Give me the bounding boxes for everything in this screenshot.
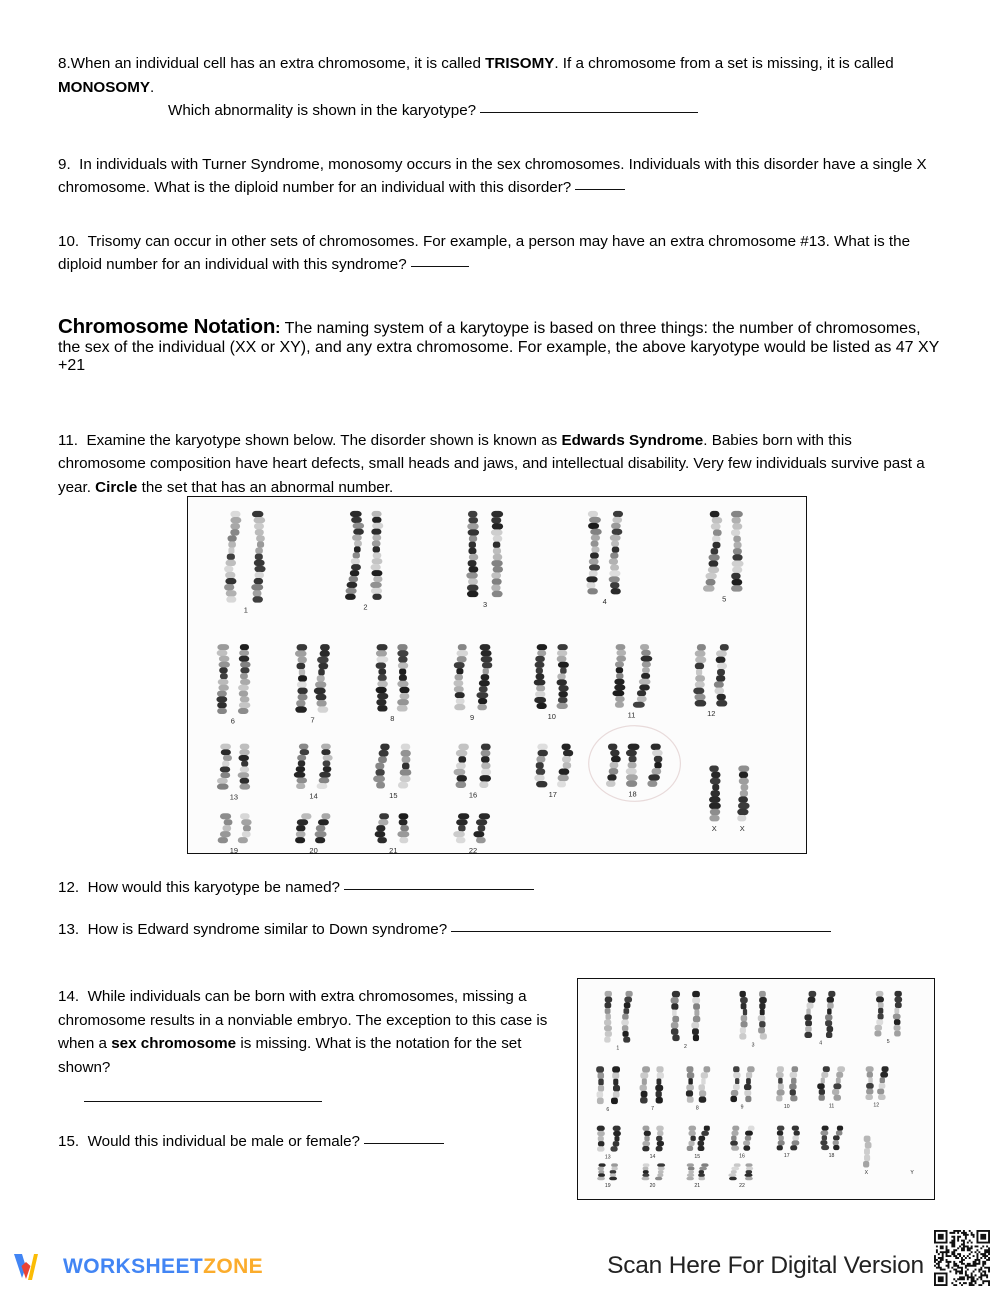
- svg-text:20: 20: [649, 1183, 656, 1190]
- question-8-number: 8.: [58, 55, 71, 72]
- question-9-text: [58, 153, 942, 200]
- svg-text:15: 15: [389, 791, 398, 801]
- question-15-body: Would this individual be male or female?: [87, 1133, 360, 1150]
- svg-text:14: 14: [649, 1154, 656, 1161]
- svg-text:10: 10: [547, 711, 556, 721]
- svg-text:7: 7: [310, 715, 315, 725]
- svg-text:17: 17: [548, 790, 557, 800]
- svg-text:19: 19: [229, 846, 239, 853]
- question-15-text: [58, 1130, 558, 1154]
- question-15-number: 15.: [58, 1133, 80, 1150]
- question-14-text: [58, 985, 558, 1079]
- svg-text:X: X: [739, 824, 745, 834]
- karyotype-sex-svg: [578, 979, 934, 1199]
- qr-code-icon[interactable]: [934, 1230, 990, 1286]
- question-12-text: [58, 876, 942, 900]
- page-footer: [0, 1224, 1000, 1294]
- question-14-text-a: While individuals can be born with extra chromosomes, missing a chromosome results in a nonviable embryo. The exception to this case is when a: [58, 988, 548, 1052]
- question-13-number: 13.: [58, 920, 80, 938]
- question-11: [58, 429, 942, 500]
- svg-text:21: 21: [389, 846, 398, 853]
- svg-text:12: 12: [707, 709, 716, 719]
- svg-text:8: 8: [390, 714, 395, 724]
- logo-text: [63, 1255, 263, 1279]
- question-13-body: How is Edward syndrome similar to Down syndrome?: [87, 920, 448, 938]
- svg-text:Y: Y: [910, 1170, 914, 1177]
- karyotype-sex-canvas: [578, 979, 934, 1199]
- question-12-answer-blank[interactable]: [344, 876, 534, 890]
- logo-text-worksheet: WORKSHEET: [63, 1255, 204, 1278]
- question-10-answer-blank[interactable]: [411, 253, 469, 267]
- karyotype-main-svg: [188, 497, 806, 853]
- scan-qr-block[interactable]: [607, 1230, 990, 1286]
- question-8-text-b: . If a chromosome from a set is missing, it is called: [554, 55, 894, 72]
- questions-14-15-container: [58, 985, 558, 1154]
- svg-text:5: 5: [886, 1039, 890, 1046]
- question-11-bold-circle: Circle: [95, 478, 138, 496]
- question-10-text: [58, 230, 942, 277]
- question-8-subprompt: Which abnormality is shown in the karyotype?: [168, 102, 477, 119]
- question-8-answer-blank[interactable]: [480, 99, 698, 113]
- svg-text:11: 11: [828, 1103, 835, 1110]
- question-11-text-a: Examine the karyotype shown below. The disorder shown is known as: [86, 431, 562, 449]
- svg-text:1: 1: [616, 1045, 620, 1052]
- question-11-text-c: the set that has an abnormal number.: [137, 478, 394, 496]
- questions-container: [58, 52, 942, 499]
- question-11-number: 11.: [58, 431, 78, 449]
- question-14-bold-sex-chromosome: sex chromosome: [111, 1035, 237, 1052]
- question-9-body: In individuals with Turner Syndrome, monosomy occurs in the sex chromosomes. Individuals with this disorder have a single X chromosome. What is the diploid number for an individual with this disorder?: [58, 155, 927, 196]
- svg-text:X: X: [864, 1170, 869, 1177]
- svg-text:8: 8: [695, 1105, 699, 1112]
- question-8-subprompt-line: [168, 99, 942, 123]
- question-9-answer-blank[interactable]: [575, 176, 625, 190]
- svg-text:16: 16: [739, 1153, 745, 1160]
- svg-text:3: 3: [751, 1042, 755, 1049]
- chromosome-notation-section: [58, 315, 942, 375]
- question-11-bold-edwards: Edwards Syndrome: [561, 431, 704, 449]
- logo-text-zone: ZONE: [203, 1255, 264, 1278]
- svg-text:2: 2: [683, 1043, 687, 1050]
- svg-text:13: 13: [604, 1154, 611, 1161]
- worksheet-zone-logo[interactable]: [12, 1250, 263, 1284]
- chromosome-notation-colon: :: [275, 319, 281, 337]
- question-13-text: [58, 918, 942, 942]
- w-logo-icon: [12, 1250, 54, 1284]
- question-9: [58, 153, 942, 200]
- svg-text:12: 12: [873, 1102, 880, 1109]
- svg-text:20: 20: [309, 846, 318, 853]
- chromosome-notation-heading: Chromosome Notation: [58, 314, 276, 338]
- svg-text:18: 18: [828, 1152, 835, 1159]
- svg-text:17: 17: [783, 1153, 790, 1160]
- svg-text:21: 21: [694, 1183, 701, 1190]
- svg-text:2: 2: [363, 602, 368, 612]
- question-12-body: How would this karyotype be named?: [87, 879, 340, 896]
- question-8: [58, 52, 942, 123]
- question-10: [58, 230, 942, 277]
- scan-here-label: Scan Here For Digital Version: [607, 1252, 924, 1279]
- svg-text:22: 22: [739, 1183, 745, 1190]
- question-8-text-c: .: [149, 78, 155, 96]
- question-8-text: [58, 52, 942, 99]
- svg-text:10: 10: [783, 1104, 790, 1111]
- svg-text:6: 6: [606, 1106, 610, 1113]
- svg-text:1: 1: [243, 605, 248, 615]
- svg-text:4: 4: [819, 1040, 823, 1047]
- svg-text:X: X: [711, 824, 717, 834]
- svg-text:6: 6: [230, 716, 235, 726]
- svg-text:13: 13: [229, 792, 239, 802]
- question-10-number: 10.: [58, 232, 80, 250]
- karyotype-main-canvas: [188, 497, 806, 853]
- questions-12-13-container: [58, 876, 942, 941]
- svg-text:11: 11: [627, 710, 636, 720]
- question-11-text: [58, 429, 942, 500]
- svg-text:19: 19: [604, 1183, 611, 1190]
- question-14-text-b: is missing. What is the notation for the set shown?: [58, 1035, 522, 1076]
- question-8-bold-monosomy: MONOSOMY: [58, 78, 150, 96]
- question-15-answer-blank[interactable]: [364, 1130, 444, 1144]
- question-8-bold-trisomy: TRISOMY: [485, 55, 555, 72]
- svg-text:14: 14: [309, 791, 318, 801]
- karyotype-sex-figure: [577, 978, 935, 1200]
- question-14-number: 14.: [58, 988, 80, 1005]
- question-9-number: 9.: [58, 155, 71, 173]
- karyotype-main-figure: [187, 496, 807, 854]
- question-13-answer-blank[interactable]: [451, 917, 831, 931]
- svg-text:9: 9: [740, 1104, 744, 1111]
- svg-text:15: 15: [694, 1153, 701, 1160]
- svg-text:16: 16: [468, 790, 478, 800]
- question-10-body: Trisomy can occur in other sets of chromosomes. For example, a person may have an extra chromosome #13. What is the diploid number for an individual with this syndrome?: [58, 232, 911, 273]
- svg-text:5: 5: [722, 594, 727, 604]
- svg-text:18: 18: [628, 789, 637, 799]
- svg-text:3: 3: [482, 599, 488, 609]
- chromosome-notation-body: The naming system of a karytoype is based on three things: the number of chromosomes, the sex of the individual (XX or XY), and any extra chromosome. For example, the above karyotype would be listed as 47 XY +21: [58, 319, 940, 374]
- question-12-number: 12.: [58, 879, 80, 896]
- svg-text:4: 4: [602, 597, 607, 607]
- question-8-text-a: When an individual cell has an extra chromosome, it is called: [70, 55, 486, 72]
- svg-text:22: 22: [468, 846, 478, 853]
- svg-text:7: 7: [651, 1106, 655, 1113]
- svg-text:9: 9: [470, 712, 475, 722]
- question-11-text-b: . Babies born with this chromosome composition have heart defects, small heads and jaws, and intellectual disability. Very few individuals survive past a year.: [58, 431, 925, 496]
